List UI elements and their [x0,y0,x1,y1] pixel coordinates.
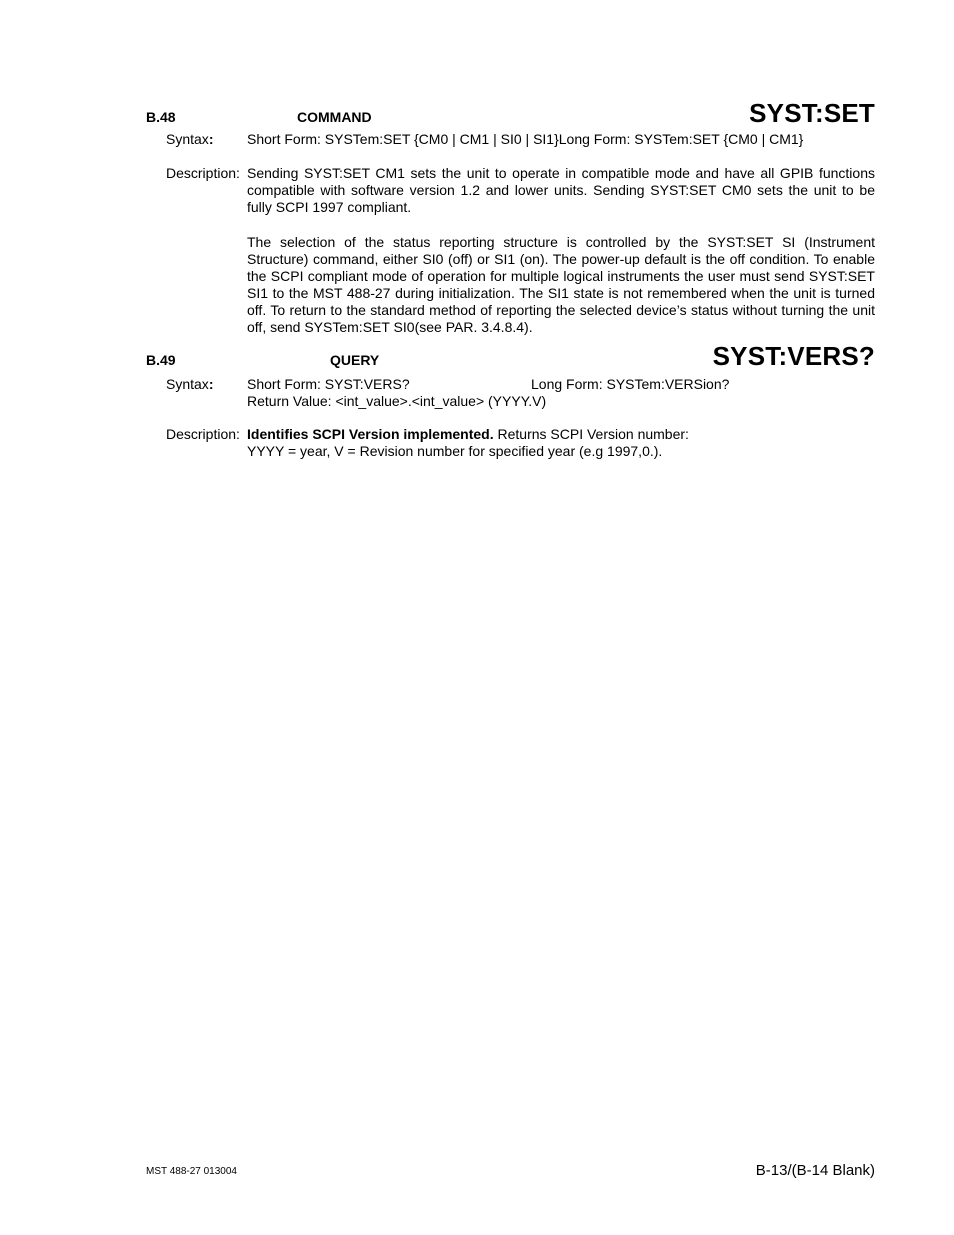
section-type: COMMAND [297,109,372,125]
description-rest: Returns SCPI Version number: [493,426,689,442]
description-paragraph: The selection of the status reporting structure is controlled by the SYST:SET SI (Instrument Structure) command, either SI0 (off) or SI1 (on). The power-up default is the off condition. To enable the SCPI compliant mode of operation for multiple logical instruments the user must send SYST:SET SI1 to the MST 488-27 during initialization. The SI1 state is not remembered when the unit is turned off. To return to the standard method of reporting the selected device’s status without turning the unit off, send SYSTem:SET SI0(see PAR. 3.4.8.4). [247,234,875,335]
description-label: Description: [166,426,240,442]
syntax-colon: : [208,376,214,392]
syntax-label-text: Syntax [166,376,209,392]
description-line [247,426,689,443]
footer-page-number: B-13/(B-14 Blank) [755,1162,875,1179]
syntax-label [166,131,213,147]
syntax-text: Short Form: SYSTem:SET {CM0 | CM1 | SI0 | SI1}Long Form: SYSTem:SET {CM0 | CM1} [247,131,804,147]
section-title: SYST:VERS? [712,341,875,371]
syntax-label [166,376,213,392]
syntax-short-form: Short Form: SYST:VERS? [247,376,410,392]
syntax-label-text: Syntax [166,131,209,147]
return-value: Return Value: <int_value>.<int_value> (YYYY.V) [247,393,547,409]
syntax-long-form: Long Form: SYSTem:VERSion? [531,376,730,392]
description-bold: Identifies SCPI Version implemented. [247,426,494,442]
description-line: YYYY = year, V = Revision number for specified year (e.g 1997,0.). [247,443,663,459]
section-number: B.48 [146,109,176,125]
description-label: Description: [166,165,240,181]
section-type: QUERY [330,352,380,368]
section-number: B.49 [146,352,176,368]
footer-document-id: MST 488-27 013004 [146,1166,237,1177]
syntax-colon: : [208,131,214,147]
section-title: SYST:SET [749,98,875,128]
description-paragraph: Sending SYST:SET CM1 sets the unit to operate in compatible mode and have all GPIB functions compatible with software version 1.2 and lower units. Sending SYST:SET CM0 sets the unit to be fully SCPI 1997 compliant. [247,165,875,215]
